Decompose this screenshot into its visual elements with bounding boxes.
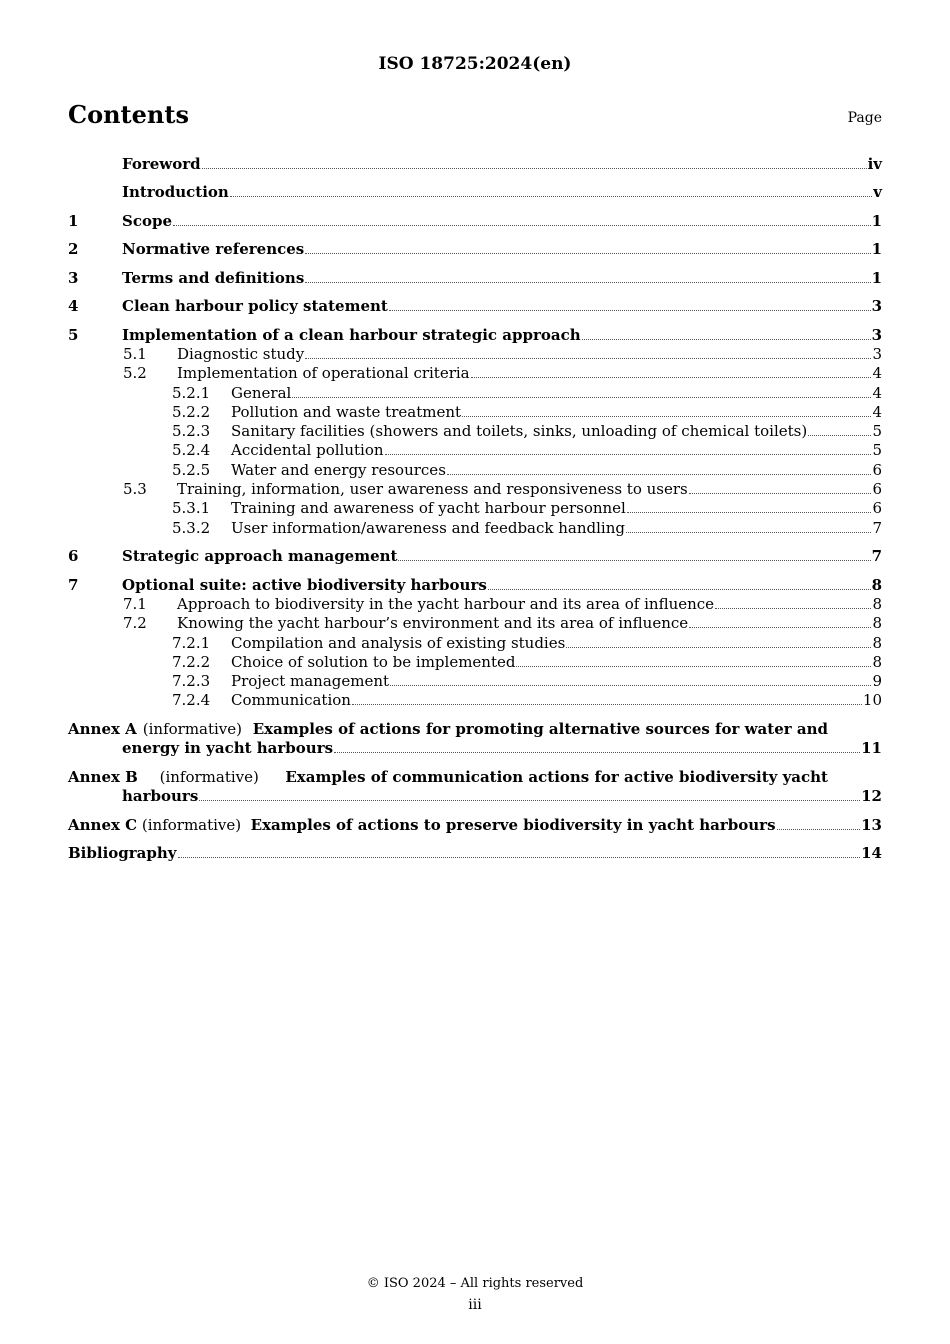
toc-entry-page: 11	[861, 739, 882, 758]
toc-entry-title: Communication	[231, 691, 351, 710]
toc-entry-page: 6	[872, 460, 882, 479]
toc-entry-page: 3	[871, 325, 882, 344]
toc-entry-page: 1	[871, 268, 882, 287]
toc-entry[interactable]	[68, 614, 882, 633]
toc-entry[interactable]	[68, 634, 882, 653]
annex-title: Examples of actions for promoting alternative sources for water and	[252, 719, 828, 738]
toc-entry-title: Water and energy resources	[231, 460, 446, 479]
toc-entry-title: Normative references	[122, 240, 305, 259]
annex-title-continued: harbours	[122, 787, 199, 806]
toc-entry[interactable]	[68, 317, 882, 346]
toc-entry[interactable]	[68, 345, 882, 364]
dot-leader	[626, 531, 871, 533]
toc-entry-page: 6	[872, 480, 882, 499]
annex-title-continued: energy in yacht harbours	[122, 739, 334, 758]
toc-entry-number: 7.2.1	[172, 633, 211, 652]
toc-entry[interactable]	[68, 203, 882, 232]
dot-leader	[582, 338, 871, 340]
dot-leader	[777, 828, 861, 830]
toc-entry-number: 7.2	[123, 614, 147, 633]
dot-leader	[178, 856, 861, 858]
footer-copyright: © ISO 2024 – All rights reserved	[366, 1276, 584, 1291]
toc-entry-page: 12	[861, 787, 882, 806]
toc-entry-title: Clean harbour policy statement	[122, 297, 388, 316]
page-column-label: Page	[847, 110, 882, 126]
toc-entry-title: Training and awareness of yacht harbour personnel	[231, 499, 626, 518]
toc-entry-title: Diagnostic study	[177, 345, 305, 363]
dot-leader	[516, 665, 871, 667]
toc-entry-page: 10	[862, 691, 882, 710]
toc-entry-page: 3	[871, 297, 882, 316]
toc-entry[interactable]	[68, 441, 882, 460]
toc-entry-title: General	[231, 383, 292, 402]
toc-annex-entry[interactable]	[68, 768, 882, 807]
dot-leader	[199, 799, 860, 801]
dot-leader	[305, 252, 870, 254]
annex-informative: (informative)	[137, 815, 251, 834]
toc-entry-title: Foreword	[122, 154, 201, 173]
dot-leader	[385, 453, 872, 455]
toc-entry-title: Project management	[231, 672, 390, 691]
annex-label: Annex A	[68, 719, 137, 738]
dot-leader	[292, 396, 871, 398]
toc-entry[interactable]	[68, 260, 882, 289]
toc-entry[interactable]	[68, 480, 882, 499]
toc-entry[interactable]	[68, 538, 882, 567]
toc-entry-title: Choice of solution to be implemented	[231, 652, 516, 671]
dot-leader	[689, 626, 871, 628]
toc-entry-page: 4	[872, 402, 882, 421]
toc-entry-page: 7	[872, 518, 882, 537]
toc-entry[interactable]	[68, 422, 882, 441]
toc-entry[interactable]	[68, 403, 882, 422]
toc-entry-number: 7.2.2	[172, 652, 211, 671]
toc-entry-title: Implementation of operational criteria	[177, 364, 470, 383]
toc-entry-number: 5.2.2	[172, 402, 211, 421]
toc-entry-number: 2	[68, 240, 79, 259]
dot-leader	[305, 281, 870, 283]
toc-annex-entry[interactable]	[68, 720, 882, 759]
toc-entry-number: 5	[68, 325, 79, 344]
toc-entry-page: 8	[871, 575, 882, 594]
dot-leader	[398, 559, 870, 561]
document-id: ISO 18725:2024(en)	[378, 54, 572, 74]
toc-entry-title: Sanitary facilities (showers and toilets, sinks, unloading of chemical toilets)	[231, 422, 808, 441]
toc-entry-title: Terms and definitions	[122, 268, 305, 287]
dot-leader	[627, 511, 872, 513]
toc-entry[interactable]	[68, 288, 882, 317]
toc-entry[interactable]	[68, 519, 882, 538]
toc-entry-number: 7	[68, 575, 79, 594]
toc-entry-number: 5.3	[123, 480, 147, 499]
toc-entry-number: 3	[68, 268, 79, 287]
toc-entry-number: 5.1	[123, 345, 147, 363]
annex-label: Annex C	[68, 815, 138, 834]
toc-entry[interactable]	[68, 566, 882, 595]
toc-entry-page: 6	[872, 499, 882, 518]
toc-entry[interactable]	[68, 384, 882, 403]
toc-entry-page: 5	[872, 422, 882, 441]
annex-informative: (informative)	[154, 767, 269, 786]
toc-entry[interactable]	[68, 499, 882, 518]
toc-entry-page: 3	[872, 345, 882, 363]
dot-leader	[447, 473, 872, 475]
dot-leader	[202, 167, 867, 169]
toc-entry-page: 7	[871, 547, 882, 566]
toc-entry[interactable]	[68, 672, 882, 691]
toc-entry-page: 8	[872, 614, 882, 633]
annex-title: Examples of communication actions for active biodiversity yacht	[285, 767, 828, 786]
toc-entry-title: Introduction	[122, 183, 229, 202]
toc-entry-page: 4	[872, 364, 882, 383]
toc-entry[interactable]	[68, 174, 882, 203]
toc-entry-number: 7.1	[123, 594, 147, 613]
toc-entry-title: Training, information, user awareness and responsiveness to users	[177, 480, 688, 499]
toc-entry-number: 7.2.4	[172, 691, 211, 710]
dot-leader	[471, 376, 872, 378]
toc-entry-title: Compilation and analysis of existing studies	[231, 633, 566, 652]
dot-leader	[334, 751, 860, 753]
toc-entry-number: 5.2.1	[172, 383, 211, 402]
toc-annex-entry[interactable]	[68, 816, 882, 835]
toc-entry-number: 5.3.1	[172, 499, 211, 518]
dot-leader	[488, 588, 871, 590]
toc-entry-page: 9	[872, 672, 882, 691]
footer-page-number: iii	[468, 1297, 482, 1313]
toc-entry-title: Scope	[122, 211, 173, 230]
annex-label: Annex B	[68, 767, 138, 786]
toc-entry-title: Accidental pollution	[231, 441, 384, 460]
toc-entry-title: User information/awareness and feedback handling	[231, 518, 625, 537]
dot-leader	[173, 224, 871, 226]
toc-entry-page: 1	[871, 240, 882, 259]
toc-entry-title: Knowing the yacht harbour’s environment and its area of influence	[177, 614, 689, 633]
table-of-contents	[68, 150, 882, 863]
toc-entry-page: 1	[871, 211, 882, 230]
toc-entry-number: 5.3.2	[172, 518, 211, 537]
dot-leader	[689, 492, 872, 494]
toc-entry-number: 5.2.5	[172, 460, 211, 479]
dot-leader	[808, 434, 871, 436]
toc-entry-number: 4	[68, 297, 79, 316]
toc-entry-title: Bibliography	[68, 844, 177, 862]
contents-title: Contents	[68, 100, 189, 129]
dot-leader	[305, 357, 871, 359]
toc-entry[interactable]	[68, 364, 882, 383]
toc-entry-bibliography[interactable]	[68, 835, 882, 864]
toc-entry[interactable]	[68, 231, 882, 260]
toc-entry-page: 8	[872, 633, 882, 652]
toc-entry-number: 5.2	[123, 364, 147, 383]
toc-entry-title: Implementation of a clean harbour strategic approach	[122, 325, 581, 344]
dot-leader	[390, 684, 871, 686]
toc-entry-number: 7.2.3	[172, 672, 211, 691]
toc-entry-title: Optional suite: active biodiversity harbours	[122, 575, 487, 594]
toc-entry-page: iv	[867, 154, 882, 173]
dot-leader	[389, 309, 871, 311]
toc-entry-title: Pollution and waste treatment	[231, 402, 462, 421]
dot-leader	[462, 415, 871, 417]
toc-entry-page: 8	[872, 594, 882, 613]
toc-entry[interactable]	[68, 691, 882, 710]
toc-entry-number: 6	[68, 547, 79, 566]
toc-entry-title: Strategic approach management	[122, 547, 398, 566]
toc-entry-title: Approach to biodiversity in the yacht harbour and its area of influence	[177, 594, 715, 613]
toc-entry-page: 13	[861, 815, 882, 834]
toc-entry-page: 14	[861, 844, 882, 862]
dot-leader	[230, 195, 872, 197]
annex-title: Examples of actions to preserve biodiversity in yacht harbours	[250, 815, 776, 834]
toc-entry[interactable]	[68, 595, 882, 614]
toc-entry[interactable]	[68, 461, 882, 480]
toc-entry[interactable]	[68, 150, 882, 174]
annex-informative: (informative)	[137, 719, 252, 738]
toc-entry-number: 5.2.4	[172, 441, 211, 460]
dot-leader	[352, 703, 862, 705]
dot-leader	[566, 646, 871, 648]
toc-entry-number: 1	[68, 211, 79, 230]
toc-entry-number: 5.2.3	[172, 422, 211, 441]
toc-entry-page: v	[873, 183, 882, 202]
toc-entry-page: 4	[872, 383, 882, 402]
toc-entry-page: 5	[872, 441, 882, 460]
dot-leader	[715, 607, 871, 609]
toc-entry[interactable]	[68, 653, 882, 672]
toc-entry-page: 8	[872, 652, 882, 671]
